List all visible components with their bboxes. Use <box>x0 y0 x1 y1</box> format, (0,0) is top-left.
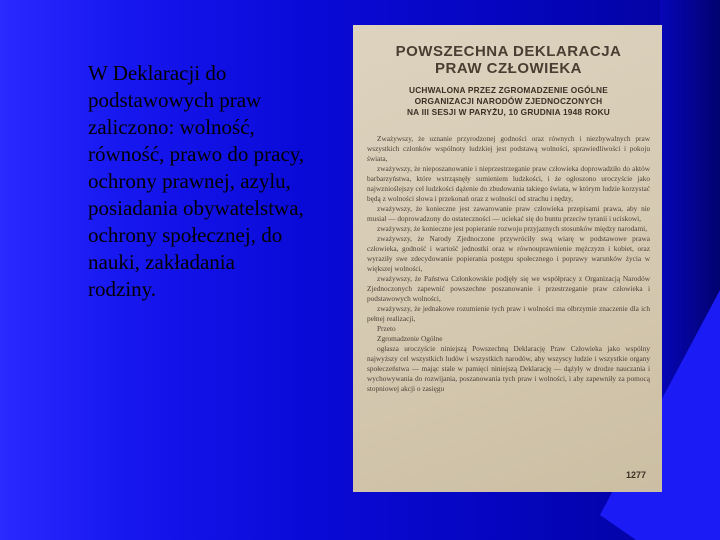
document-title-line-1: POWSZECHNA DEKLARACJA <box>395 43 622 60</box>
document-paragraph: Zważywszy, że uznanie przyrodzonej godności oraz równych i niezbywalnych praw wszystkich członków wspólnoty ludzkiej jest podstawą wolności, sprawiedliwości i pokoju świata, <box>367 134 650 163</box>
slide-body-text: W Deklaracji do podstawowych praw zaliczono: wolność, równość, prawo do pracy, ochrony prawnej, azylu, posiadania obywatelstwa, ochrony społecznej, do nauki, zakładania rodziny. <box>88 61 305 301</box>
document-paragraph: zważywszy, że konieczne jest zawarowanie praw człowieka przepisami prawa, aby nie musiał — doprowadzony do ostateczności — uciekać się do buntu przeciw tyranii i uciskowi, <box>367 204 650 223</box>
document-subtitle <box>367 85 650 118</box>
document-paragraph: zważywszy, że jednakowe rozumienie tych praw i wolności ma olbrzymie znaczenie dla ich pełnej realizacji, <box>367 304 650 323</box>
document-paragraph: zważywszy, że nieposzanowanie i nieprzestrzeganie praw człowieka doprowadziło do aktów barbarzyństwa, które wstrząsnęły sumieniem ludzkości, i że ogłoszono uroczyście jako najwznioślejszy cel ludzkości dążenie do zbudowania takiego świata, w którym ludzie korzystać będą z wolności słowa i przekonań oraz z wolności od strachu i nędzy, <box>367 164 650 203</box>
document-paragraph: Przeto <box>377 324 396 333</box>
document-subtitle-line-3: NA III SESJI W PARYŻU, 10 GRUDNIA 1948 ROKU <box>406 107 610 117</box>
document-paragraph: zważywszy, że konieczne jest popieranie rozwoju przyjaznych stosunków między narodami, <box>377 224 648 233</box>
document-paragraph: zważywszy, że Narody Zjednoczone przywróciły swą wiarę w podstawowe prawa człowieka, godność i wartość jednostki oraz w równouprawnienie mężczyzn i kobiet, oraz wyraziły swe zdecydowanie popierania postępu społecznego i poprawy warunków życia w większej wolności, <box>367 234 650 273</box>
document-title-line-2: PRAW CZŁOWIEKA <box>435 60 582 77</box>
document-title <box>367 43 650 77</box>
document-page-number: 1277 <box>625 470 646 480</box>
document-paragraph: ogłasza uroczyście niniejszą Powszechną Deklarację Praw Człowieka jako wspólny najwyższy cel wszystkich ludów i wszystkich narodów, aby wszyscy ludzie i wszystkie organy społeczeństwa — mając stale w pamięci niniejszą Deklarację — dążyły w drodze nauczania i wychowywania do rozwijania, poszanowania tych praw i wolności, i aby zapewniły za pomocą stopniowej akcji o zasięgu <box>367 344 650 393</box>
document-paragraph: zważywszy, że Państwa Członkowskie podjęły się we współpracy z Organizacją Narodów Zjednoczonych zapewnić powszechne poszanowanie i przestrzeganie praw człowieka i podstawowych wolności, <box>367 274 650 303</box>
declaration-document-image <box>353 25 662 492</box>
document-paragraph: Zgromadzenie Ogólne <box>377 334 443 343</box>
document-subtitle-line-2: ORGANIZACJI NARODÓW ZJEDNOCZONYCH <box>414 96 603 106</box>
document-body <box>367 134 650 394</box>
document-subtitle-line-1: UCHWALONA PRZEZ ZGROMADZENIE OGÓLNE <box>409 85 608 95</box>
